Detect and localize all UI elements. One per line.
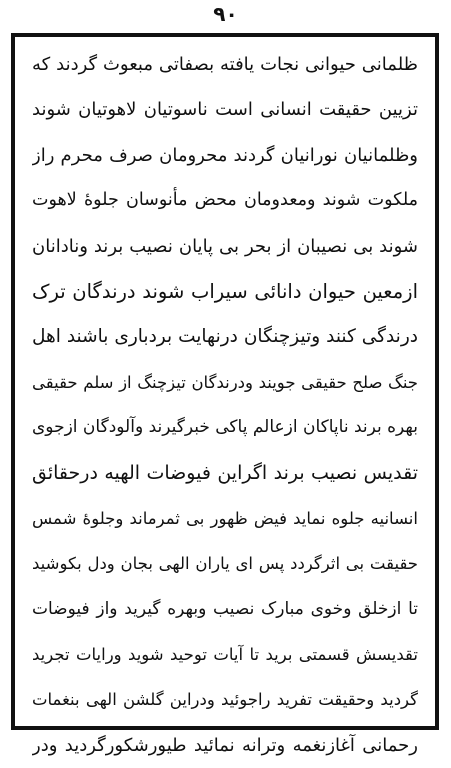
text-line: حقیقت بی اثرگردد پس ای یاران الهی بجان ودل بکوشید bbox=[32, 554, 418, 574]
text-line: ازمعین حیوان دانائی سیراب شوند درندگان ترک bbox=[32, 279, 418, 303]
text-line: انسانیه جلوه نماید فیض ظهور بی ثمرماند وجلوهٔ شمس bbox=[32, 508, 418, 528]
text-line: ملکوت شوند ومعدومان محض مأنوسان جلوهٔ لاهوت bbox=[32, 190, 418, 211]
text-line: ظلمانی حیوانی نجات یافته بصفاتی مبعوث گردند که bbox=[32, 54, 418, 75]
text-line: شوند بی نصیبان از بحر بی پایان نصیب برند ونادانان bbox=[32, 235, 418, 257]
text-body bbox=[32, 42, 418, 768]
text-line: درندگی کنند وتیزچنگان درنهایت بردباری باشند اهل bbox=[32, 326, 418, 348]
text-line: تقدیس نصیب برند اگراین فیوضات الهیه درحقائق bbox=[32, 461, 418, 484]
text-line: جنگ صلح حقیقی جویند ودرندگان تیزچنگ از سلم حقیقی bbox=[32, 372, 418, 392]
text-line: تا ازخلق وخوی مبارک نصیب وبهره گیرید واز فیوضات bbox=[32, 598, 418, 619]
text-line: وظلمانیان نورانیان گردند محرومان صرف محرم راز bbox=[32, 144, 418, 166]
text-line: بهره برند ناپاکان ازعالم پاکی خبرگیرند وآلودگان ازجوی bbox=[32, 417, 418, 438]
text-frame bbox=[11, 33, 439, 756]
text-line: گردید وحقیقت تفرید راجوئید ودراین گلشن الهی بنغمات bbox=[32, 690, 418, 710]
text-line: تقدیسش قسمتی برید تا آیات توحید شوید ورایات تجرید bbox=[32, 645, 418, 665]
text-line: رحمانی آغازنغمه وترانه نمائید طیورشکورگردید ودر bbox=[32, 734, 418, 756]
text-line: تزیین حقیقت انسانی است ناسوتیان لاهوتیان شوند bbox=[32, 99, 418, 121]
page-number: ۹۰ bbox=[213, 2, 238, 26]
